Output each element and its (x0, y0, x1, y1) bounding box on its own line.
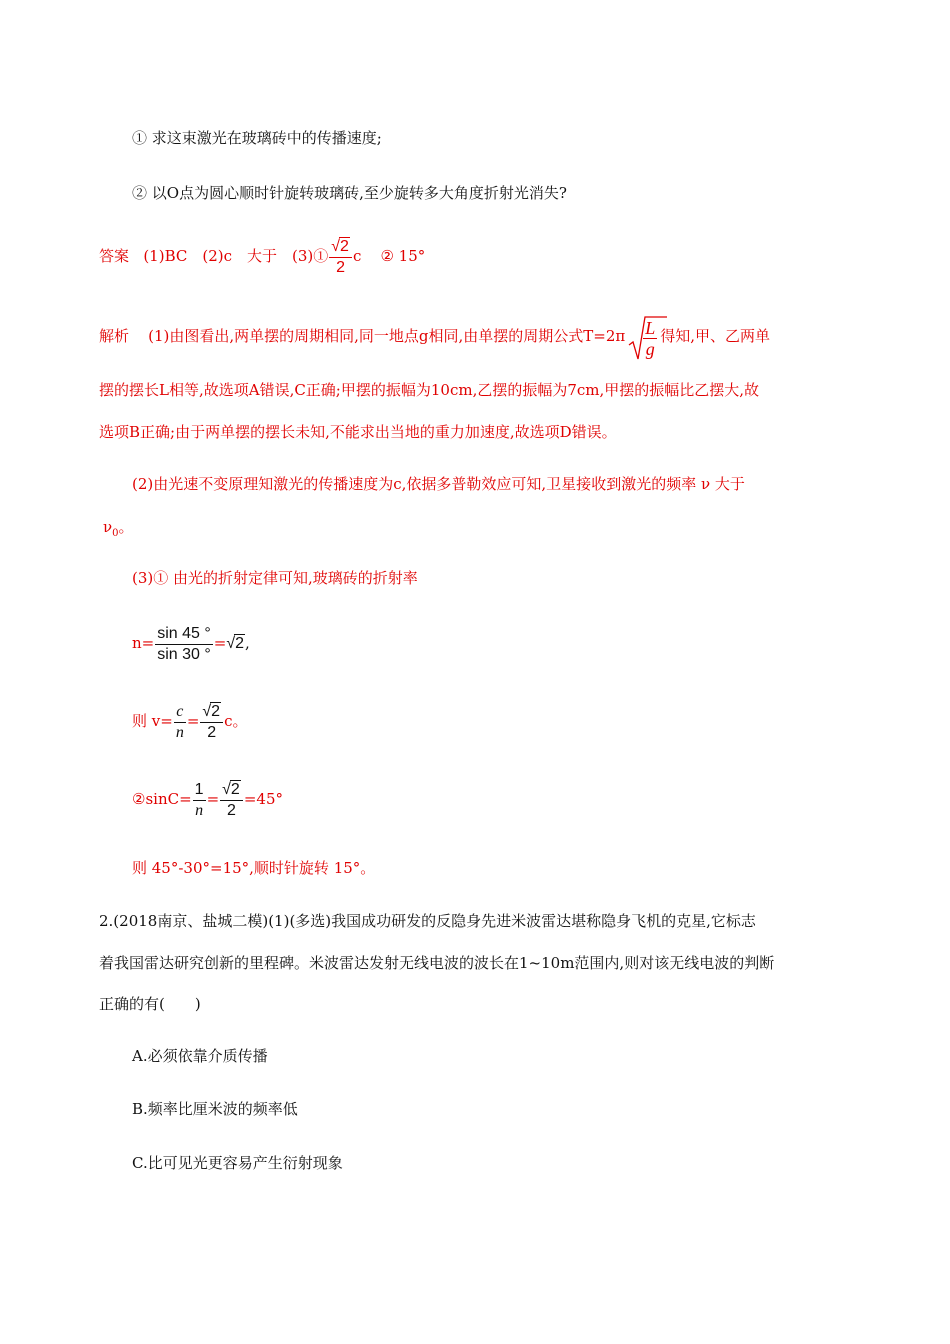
critical-angle-formula: ②sinC= $\frac{1}{n}$ = $\frac{√2}{2}$ =45° (132, 780, 283, 819)
refractive-index-formula: n= $\frac{\sin 45 ^\circ}{\sin 30 ^\circ}$ =√2, (132, 624, 250, 663)
option-c: C.比可见光更容易产生衍射现象 (132, 1154, 343, 1172)
answer-c: c (352, 247, 362, 265)
question-part-2: ② 以O点为圆心顺时针旋转玻璃砖,至少旋转多大角度折射光消失? (132, 184, 567, 202)
option-b: B.频率比厘米波的频率低 (132, 1100, 298, 1118)
answer-text-1: (1)BC (2)c 大于 (3)① (143, 247, 329, 265)
answer-text-2: ② 15° (380, 247, 426, 265)
answer-line (99, 236, 425, 278)
pendulum-formula-sqrt: $\frac{L}{g}$ (627, 315, 658, 359)
option-a: A.必须依靠介质传播 (132, 1047, 268, 1065)
analysis-label: 解析 (99, 327, 130, 345)
problem-2-line-3: 正确的有( ) (99, 995, 201, 1013)
rotation-result: 则 45°-30°=15°,顺时针旋转 15°。 (132, 859, 376, 877)
problem-2-line-2: 着我国雷达研究创新的里程碑。米波雷达发射无线电波的波长在1~10m范围内,则对该无线电波的判断 (99, 954, 775, 972)
analysis-line-3: 选项B正确;由于两单摆的摆长未知,不能求出当地的重力加速度,故选项D错误。 (99, 423, 617, 441)
answer-label: 答案 (99, 247, 130, 265)
question-part-1: ① 求这束激光在玻璃砖中的传播速度; (132, 129, 382, 147)
answer-fraction: $\frac{√2}{2}$ (329, 237, 352, 278)
velocity-formula: 则 v= $\frac{c}{n}$ = $\frac{√2}{2}$ c。 (132, 702, 248, 741)
analysis-line-2: 摆的摆长L相等,故选项A错误,C正确;甲摆的振幅为10cm,乙摆的振幅为7cm,甲摆的振幅比乙摆大,故 (99, 381, 760, 399)
analysis-line-1: 解析 (1)由图看出,两单摆的周期相同,同一地点g相同,由单摆的周期公式T=2π $\frac{L}{g}$ 得知,甲、乙两单 (99, 314, 770, 359)
problem-2-line-1: 2.(2018南京、盐城二模)(1)(多选)我国成功研发的反隐身先进米波雷达堪称隐身飞机的克星,它标志 (99, 912, 756, 930)
analysis-line-4: (2)由光速不变原理知激光的传播速度为c,依据多普勒效应可知,卫星接收到激光的频率 ν 大于 (132, 475, 745, 493)
analysis-line-6: (3)① 由光的折射定律可知,玻璃砖的折射率 (132, 569, 418, 587)
analysis-line-5: $\nu_0$。 (103, 518, 134, 539)
